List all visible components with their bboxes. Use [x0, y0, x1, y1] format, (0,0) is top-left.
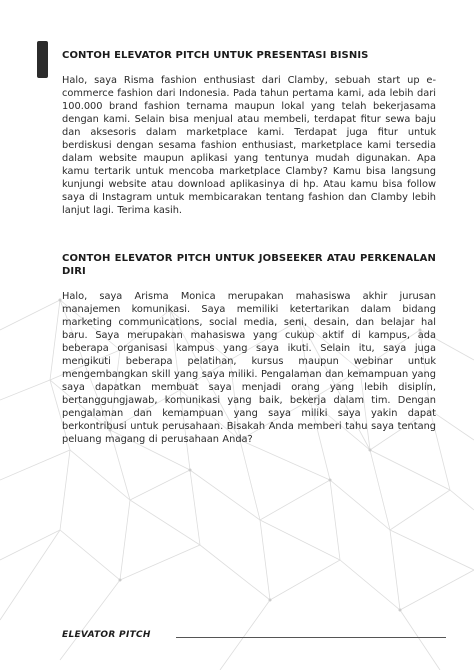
- section-heading: CONTOH ELEVATOR PITCH UNTUK JOBSEEKER ATAU PERKENALAN DIRI: [62, 253, 436, 277]
- section-jobseeker-pitch: [62, 252, 436, 446]
- section-heading: CONTOH ELEVATOR PITCH UNTUK PRESENTASI BISNIS: [62, 50, 369, 61]
- document-body: [62, 49, 436, 446]
- section-paragraph: Halo, saya Risma fashion enthusiast dari Clamby, sebuah start up e-commerce fashion dari Indonesia. Pada tahun pertama kami, ada lebih dari 100.000 brand fashion ternama maupun lokal yang telah bekerjasama dengan kami. Selain bisa menjual atau membeli, terdapat fitur sewa baju dan aksesoris dalam marketplace kami. Terdapat juga fitur untuk berdiskusi dengan sesama fashion enthusiast, marketplace kami tersedia dalam website maupun aplikasi yang tentunya mudah digunakan. Apa kamu tertarik untuk mencoba marketplace Clamby? Kamu bisa langsung kunjungi website atau download aplikasinya di hp. Atau kamu bisa follow saya di Instagram untuk membicarakan tentang fashion dan Clamby lebih lanjut lagi. Terima kasih.: [62, 75, 436, 216]
- section-paragraph: Halo, saya Arisma Monica merupakan mahasiswa akhir jurusan manajemen komunikasi. Saya memiliki ketertarikan dalam bidang marketing communications, social media, seni, desain, dan belajar hal baru. Saya merupakan mahasiswa yang cukup aktif di kampus, ada beberapa organisasi kampus yang saya ikuti. Selain itu, saya juga mengikuti beberapa pelatihan, kursus maupun webinar untuk mengembangkan skill yang saya miliki. Pengalaman dan kemampuan yang saya dapatkan membuat saya menjadi orang yang lebih disiplin, bertanggungjawab, komunikasi yang baik, bekerja dalam tim. Dengan pengalaman dan kemampuan yang saya miliki saya yakin dapat berkontribusi untuk perusahaan. Bisakah Anda memberi tahu saya tentang peluang magang di perusahaan Anda?: [62, 291, 436, 445]
- section-business-pitch: [62, 49, 436, 217]
- footer-label: ELEVATOR PITCH: [62, 630, 151, 640]
- footer-rule: [176, 637, 446, 638]
- section-marker-bar: [37, 41, 48, 78]
